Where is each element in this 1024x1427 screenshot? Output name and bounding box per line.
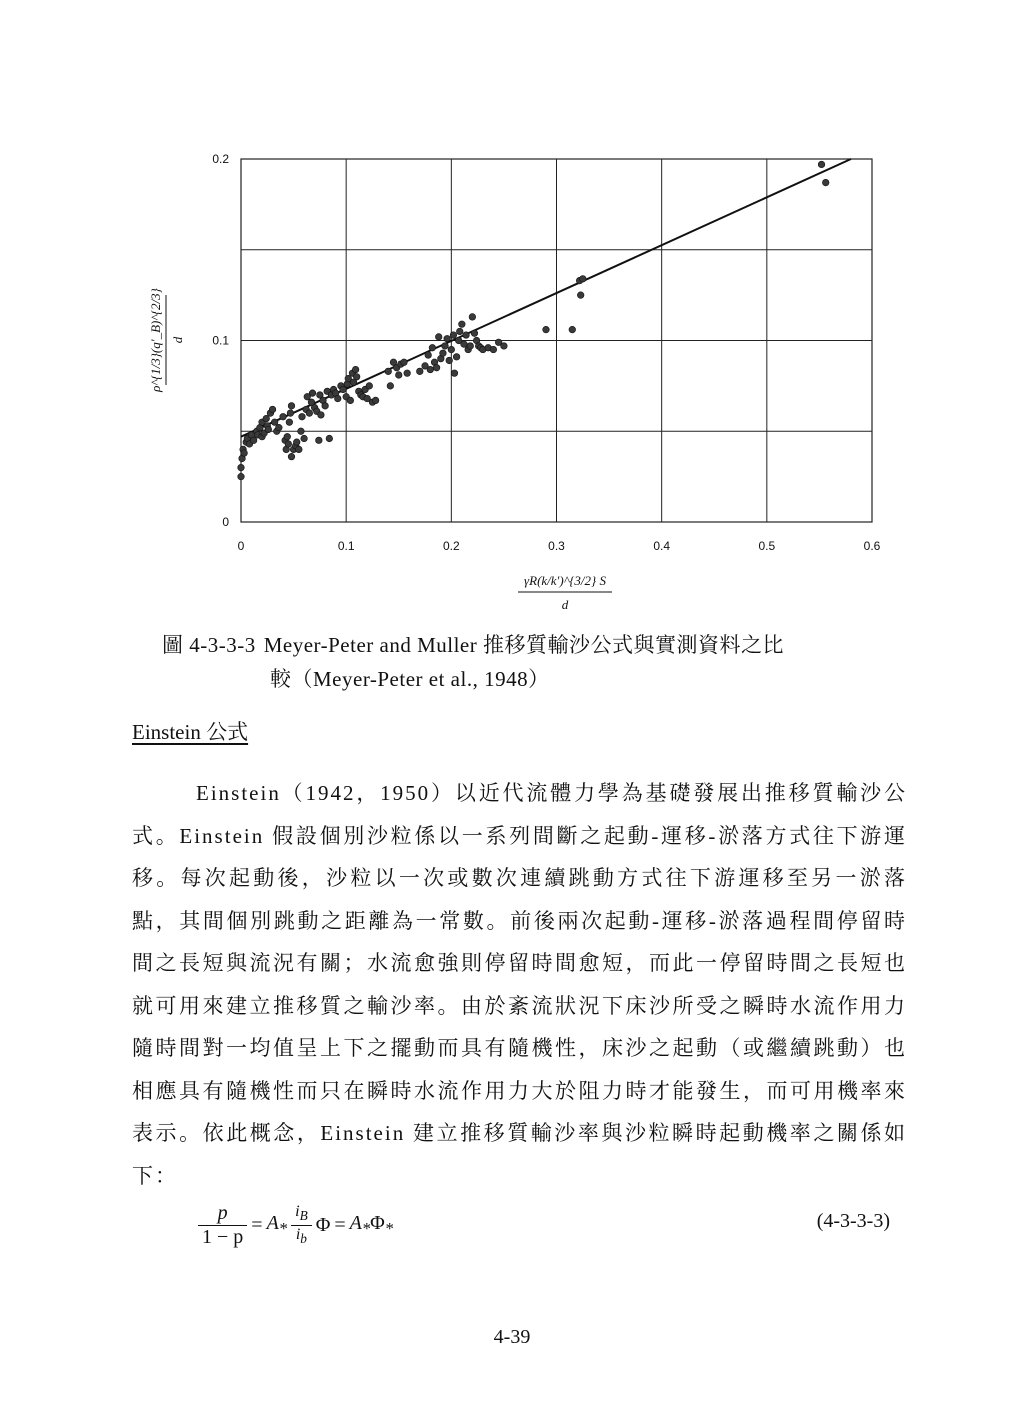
data-point	[456, 328, 463, 335]
data-point	[280, 413, 287, 420]
data-point	[435, 334, 442, 341]
equation-ratio	[291, 1203, 312, 1246]
x-tick-label: 0	[237, 539, 245, 553]
y-tick-label: 0	[222, 515, 229, 529]
data-point	[433, 364, 440, 371]
data-point	[287, 410, 294, 417]
data-point	[429, 344, 436, 351]
equation-rhs: $A_*\Phi_*$	[349, 1211, 394, 1238]
equation-coefficient: $A_*$	[266, 1211, 288, 1238]
equation	[198, 1196, 898, 1256]
data-point	[442, 343, 449, 350]
data-point	[451, 370, 458, 377]
data-point	[288, 453, 295, 460]
data-point	[577, 292, 584, 299]
data-point	[366, 383, 373, 390]
data-point	[461, 341, 468, 348]
x-tick-label: 0.6	[863, 539, 881, 553]
data-point	[322, 403, 329, 410]
data-point	[444, 335, 451, 342]
figure-caption-line2: 較（Meyer-Peter et al., 1948）	[270, 667, 550, 691]
data-point	[238, 473, 245, 480]
x-axis-label	[518, 573, 612, 612]
data-point	[326, 435, 333, 442]
data-point	[238, 464, 245, 471]
data-point	[471, 330, 478, 337]
equation-equals-1: =	[251, 1213, 263, 1236]
data-point	[818, 161, 825, 168]
data-point	[309, 390, 316, 397]
data-point	[306, 410, 313, 417]
page-number: 4-39	[493, 1326, 531, 1348]
y-tick-label: 0.2	[212, 152, 229, 166]
data-point	[395, 372, 402, 379]
x-tick-label: 0.2	[442, 539, 460, 553]
data-point	[352, 366, 359, 373]
grid-lines	[241, 159, 872, 522]
body-paragraph: Einstein（1942，1950）以近代流體力學為基礎發展出推移質輸沙公式。Einstein 假設個別沙粒係以一系列間斷之起動-運移-淤落方式往下游運移。每次起動後，沙粒以一次或數次連續跳動方式往下游運移至另一淤落點，其間個別跳動之距離為一常數。前後兩次起動-運移-淤落過程間停留時間之長短與流況有關；水流愈強則停留時間愈短，而此一停留時間之長短也就可用來建立推移質之輸沙率。由於紊流狀況下床沙所受之瞬時水流作用力隨時間對一均值呈上下之擺動而具有隨機性，床沙之起動（或繼續跳動）也相應具有隨機性而只在瞬時水流作用力大於阻力時才能發生，而可用機率來表示。依此概念，Einstein 建立推移質輸沙率與沙粒瞬時起動機率之關係如下：	[132, 781, 907, 1188]
data-point	[299, 413, 306, 420]
equation-ratio-numerator: $i_B$	[291, 1203, 312, 1225]
y-axis-ticks	[212, 152, 229, 529]
data-point	[404, 370, 411, 377]
data-point	[372, 397, 379, 404]
equation-ratio-denominator: $i_b$	[295, 1225, 307, 1246]
x-tick-label: 0.5	[758, 539, 776, 553]
equation-lhs-denominator: 1 − p	[202, 1225, 244, 1248]
data-point	[276, 424, 283, 431]
y-tick-label: 0.1	[212, 333, 229, 348]
x-axis-label-numerator: γR(k/k′)^{3/2} S	[524, 573, 606, 588]
data-point	[340, 386, 347, 393]
data-point	[446, 357, 453, 364]
figure-caption-line1: Meyer-Peter and Muller 推移質輸沙公式與實測資料之比	[263, 633, 784, 657]
data-point	[347, 397, 354, 404]
data-point	[271, 419, 278, 426]
section-heading: Einstein 公式	[132, 720, 249, 744]
y-axis-label	[148, 287, 185, 392]
data-point	[285, 441, 292, 448]
data-point	[463, 332, 470, 339]
data-point	[450, 332, 457, 339]
data-point	[453, 354, 460, 361]
x-axis-label-denominator: d	[561, 597, 569, 612]
data-point	[298, 428, 305, 435]
equation-lhs-fraction	[198, 1202, 247, 1249]
data-point	[416, 368, 423, 375]
data-point	[467, 343, 474, 350]
equation-lhs-numerator: p	[198, 1202, 247, 1226]
equation-expression	[198, 1196, 393, 1254]
y-axis-label-numerator: ρ^{1/3}(q′_B)^{2/3}	[148, 288, 163, 392]
data-point	[569, 326, 576, 333]
data-point	[425, 352, 432, 359]
x-tick-label: 0.1	[337, 539, 355, 553]
chart	[0, 0, 1024, 620]
data-point	[490, 346, 497, 353]
x-tick-label: 0.3	[548, 539, 565, 553]
data-point	[385, 368, 392, 375]
data-point	[265, 426, 272, 433]
data-point	[284, 433, 291, 440]
data-point	[263, 415, 270, 422]
data-point	[448, 346, 455, 353]
figure-label: 圖 4-3-3-3	[162, 633, 256, 657]
data-point	[286, 419, 293, 426]
data-point	[241, 450, 248, 457]
data-point	[269, 406, 276, 413]
data-point	[301, 435, 308, 442]
data-point	[296, 446, 303, 453]
data-point	[353, 374, 360, 381]
equation-number: (4-3-3-3)	[816, 1210, 890, 1232]
data-point	[387, 383, 394, 390]
figure-caption	[162, 628, 902, 696]
data-point	[318, 412, 325, 419]
data-point	[543, 326, 550, 333]
data-point	[440, 350, 447, 357]
data-point	[334, 395, 341, 402]
data-point	[822, 179, 829, 186]
data-point	[469, 314, 476, 321]
data-point	[459, 321, 466, 328]
data-point	[501, 343, 508, 350]
data-point	[401, 359, 408, 366]
data-point	[293, 439, 300, 446]
equation-equals-2: =	[334, 1213, 346, 1236]
equation-phi: Φ	[315, 1213, 331, 1236]
x-tick-label: 0.4	[653, 539, 671, 553]
data-point	[427, 366, 434, 373]
data-point	[316, 437, 323, 444]
x-axis-ticks	[238, 539, 881, 553]
data-point	[288, 403, 295, 410]
y-axis-label-denominator: d	[170, 336, 185, 344]
data-point	[250, 437, 257, 444]
data-point	[579, 275, 586, 282]
